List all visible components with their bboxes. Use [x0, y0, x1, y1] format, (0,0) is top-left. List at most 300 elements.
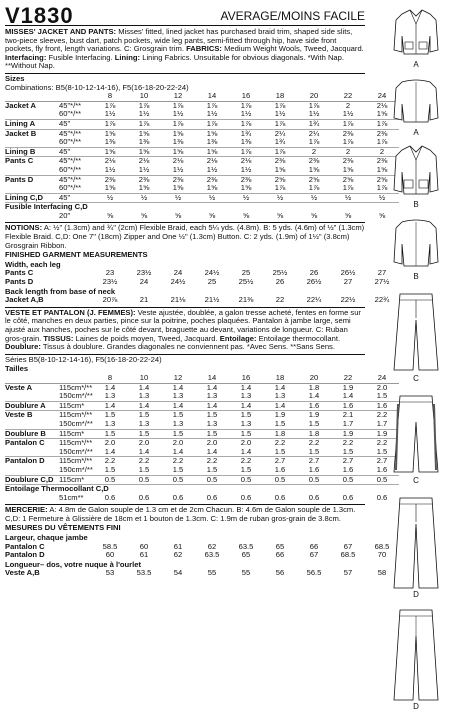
- fabric-width: 45": [59, 193, 93, 203]
- yardage-value: 2⅜: [331, 157, 365, 166]
- row-label: Lining C,D: [5, 193, 59, 203]
- yardage-value: 1.5: [195, 429, 229, 439]
- row-label: [5, 420, 59, 429]
- yardage-value: 2.7: [365, 457, 399, 466]
- yardage-value: 1.4: [161, 401, 195, 411]
- measurement-value: 55: [241, 568, 251, 578]
- size-header-row: [5, 92, 399, 101]
- english-description: [5, 28, 365, 71]
- yardage-value: 2⅜: [229, 175, 263, 184]
- yardage-value: 0.5: [365, 475, 399, 485]
- row-label: [5, 184, 59, 193]
- yardage-value: 1⅝: [342, 164, 354, 174]
- yardage-value: 1⅝: [240, 183, 252, 193]
- fabric-width: 51cm**: [59, 492, 84, 502]
- measurement-value: 24: [173, 268, 183, 278]
- sizes-label: Sizes: [5, 73, 25, 83]
- size-header-cell: 24: [365, 92, 399, 101]
- yardage-value: 1⅞: [263, 119, 297, 129]
- measurement-value: 68.5: [340, 550, 356, 560]
- fabric-width: 115cm*/**: [59, 456, 93, 466]
- yardage-value: 1.5: [104, 464, 116, 474]
- pants-d-back-illustration: [372, 606, 460, 712]
- yardage-value: 1.9: [365, 429, 399, 439]
- yardage-value: 1.4: [93, 401, 127, 411]
- measurement-value: 25: [241, 268, 251, 278]
- yardage-value: 1.3: [104, 391, 116, 401]
- mercerie-label: MERCERIE:: [5, 505, 48, 515]
- yardage-row: [5, 184, 399, 193]
- measurement-value: 57: [343, 568, 353, 578]
- yardage-value: 2¼: [263, 129, 297, 138]
- description-title-fr: VESTE ET PANTALON (J. FEMMES):: [5, 307, 136, 317]
- yardage-value: 1⅞: [229, 119, 263, 129]
- size-header-cell: 20: [297, 374, 331, 383]
- row-label: Jacket A,B: [5, 295, 44, 305]
- measurement-value: 22½: [340, 295, 356, 305]
- row-label: Doublure B: [5, 429, 59, 439]
- yardage-value: 1½: [342, 109, 354, 119]
- view-label: C: [413, 374, 419, 383]
- mercerie: [5, 506, 365, 523]
- yardage-value: 2⅛: [93, 157, 127, 166]
- row-label: Veste B: [5, 411, 59, 420]
- measurement-value: 26½: [306, 277, 322, 287]
- row-label: Pantalon C: [5, 541, 45, 551]
- yardage-value: 1⅞: [274, 100, 286, 110]
- row-label: Lining B: [5, 147, 59, 157]
- yardage-value: 1⅜: [206, 137, 218, 147]
- size-header-cell: 18: [263, 92, 297, 101]
- width-label: Width, each leg: [5, 259, 61, 269]
- difficulty-level: AVERAGE/MOINS FACILE: [220, 9, 365, 23]
- yardage-value: 1½: [138, 164, 150, 174]
- lining-label: Lining:: [114, 52, 141, 62]
- measurement-value: 53.5: [136, 568, 152, 578]
- measurement-value: 54: [173, 568, 183, 578]
- yardage-value: 2: [345, 100, 351, 110]
- measurement-value: 25½: [238, 277, 254, 287]
- fabric-width: 115cm*: [59, 475, 93, 485]
- measurement-value: 21: [139, 295, 149, 305]
- measurement-value: 24½: [170, 277, 186, 287]
- yardage-value: 2.2: [331, 439, 365, 448]
- yardage-value: 2.0: [229, 439, 263, 448]
- yardage-value: 1.7: [376, 418, 388, 428]
- yardage-value: 1.4: [240, 382, 252, 392]
- yardage-value: 2⅝: [297, 175, 331, 184]
- measurement-value: 60: [139, 541, 149, 551]
- jacket-b-back-illustration: [372, 214, 460, 280]
- measurement-value: 66: [275, 550, 285, 560]
- yardage-row: [5, 392, 399, 401]
- divider: [5, 73, 365, 74]
- finished-measurements-title-fr: MESURES DU VÊTEMENTS FINI: [5, 523, 121, 533]
- row-label: Doublure A: [5, 401, 59, 411]
- doublure-label: Doublure:: [5, 342, 41, 352]
- size-header-cell: 18: [263, 374, 297, 383]
- measurement-value: 24½: [204, 268, 220, 278]
- yardage-value: 1.5: [127, 411, 161, 420]
- fabric-width: 45"*/**: [59, 157, 93, 166]
- yardage-value: 2⅜: [161, 175, 195, 184]
- yardage-value: 1.5: [161, 411, 195, 420]
- row-label: Veste A: [5, 382, 33, 392]
- yardage-value: 1.4: [229, 401, 263, 411]
- pants-c-front-icon: [372, 290, 460, 374]
- size-header-width: [59, 92, 93, 101]
- yardage-value: 1½: [172, 109, 184, 119]
- tailles-label: Tailles: [5, 364, 29, 374]
- fabric-width: 45"*/**: [59, 129, 93, 138]
- yardage-value: 1.4: [138, 446, 150, 456]
- yardage-value: 0.5: [229, 475, 263, 485]
- row-label: Pantalon D: [5, 457, 59, 466]
- view-label: C: [413, 476, 419, 485]
- measurement-value: 21⅜: [238, 295, 254, 305]
- measurement-value: 27: [343, 277, 353, 287]
- row-label: Veste A,B: [5, 568, 40, 578]
- entoilage-text: Entoilage thermocollant.: [258, 333, 341, 343]
- interfacing-text: Fusible Interfacing.: [48, 52, 113, 62]
- yardage-value: 1.6: [331, 401, 365, 411]
- description-text-fr: Veste ajustée, doublée, a galon tresse acheté, fentes en forme sur le côté, manches en deux parties, pince sur la poitrine, poches plaquées. Pantalon à jambe large, semi ajusté aux hanches, poches sur le côté devant, braguette au devant, variations de longueur. C: Ruban gros-grain.: [5, 307, 361, 343]
- yardage-value: ⅝: [378, 210, 386, 220]
- back-length-label-fr: Longueur– dos, votre nuque à l'ourlet: [5, 559, 141, 569]
- yardage-value: 1.5: [172, 464, 184, 474]
- back-length-label: Back length from base of neck: [5, 286, 116, 296]
- yardage-value: 1½: [172, 164, 184, 174]
- size-header-cell: 12: [161, 374, 195, 383]
- view-label: B: [413, 200, 419, 209]
- yardage-value: 1.6: [297, 401, 331, 411]
- yardage-value: 2.0: [376, 382, 388, 392]
- yardage-value: 1⅞: [161, 119, 195, 129]
- yardage-value: 1.4: [127, 401, 161, 411]
- yardage-value: 2.2: [263, 439, 297, 448]
- yardage-value: 1½: [240, 164, 252, 174]
- measurement-value: 26: [309, 268, 319, 278]
- yardage-value: 1⅝: [127, 129, 161, 138]
- yardage-value: 1.4: [172, 382, 184, 392]
- yardage-value: 0.5: [297, 475, 331, 485]
- measurement-value: 62: [173, 550, 183, 560]
- fabric-width: 150cm*/**: [59, 464, 93, 474]
- yardage-value: 2.2: [195, 457, 229, 466]
- yardage-value: 0.6: [240, 492, 252, 502]
- french-description: [5, 309, 365, 352]
- yardage-value: 1.6: [342, 464, 354, 474]
- yardage-value: 1⅝: [195, 147, 229, 157]
- yardage-value: 1.4: [274, 382, 286, 392]
- yardage-value: 2¼: [297, 129, 331, 138]
- row-label: [5, 392, 59, 401]
- yardage-value: 1.5: [240, 464, 252, 474]
- measurement-row: [5, 278, 399, 287]
- mercerie-text: A: 4.8m de Galon souple de 1.3 cm et de 2cm Chacun. B: 4.6m de Galon souple de 1.3cm. C,D: 1 Fermeture à Glissière de 18cm et 1 bouton de 1.3cm. C: 1.9m de ruban gros-grain de 3.8cm.: [5, 505, 356, 523]
- yardage-value: 2.2: [297, 439, 331, 448]
- yardage-value: 2.2: [93, 457, 127, 466]
- yardage-value: 1⅜: [240, 137, 252, 147]
- jacket-b-back-icon: [372, 214, 460, 272]
- row-label: [5, 494, 59, 503]
- fabric-width: 45": [59, 119, 93, 129]
- jacket-b-front-illustration: [372, 142, 460, 208]
- yardage-value: 1.6: [376, 464, 388, 474]
- yardage-value: ½: [365, 193, 399, 203]
- yardage-value: 1.5: [308, 418, 320, 428]
- yardage-value: 1⅝: [93, 129, 127, 138]
- yardage-value: 0.6: [172, 492, 184, 502]
- yardage-value: 2⅜: [263, 157, 297, 166]
- measurement-value: 24: [139, 277, 149, 287]
- view-label: A: [413, 128, 419, 137]
- finished-measurements-title: FINISHED GARMENT MEASUREMENTS: [5, 250, 148, 260]
- row-label: Pantalon D: [5, 550, 45, 560]
- yardage-value: ½: [93, 193, 127, 203]
- row-label: Pants C: [5, 157, 59, 166]
- jacket-b-front-icon: [372, 142, 460, 200]
- yardage-value: 1.4: [104, 382, 116, 392]
- yardage-value: 2.2: [365, 411, 399, 420]
- yardage-value: 1⅞: [331, 119, 365, 129]
- measurement-value: 26: [275, 277, 285, 287]
- yardage-value: 1.4: [195, 401, 229, 411]
- yardage-value: 1.3: [138, 418, 150, 428]
- yardage-value: 1⅝: [127, 147, 161, 157]
- jacket-a-back-icon: [372, 74, 460, 128]
- yardage-value: 1.9: [297, 411, 331, 420]
- yardage-value: 1⅞: [127, 119, 161, 129]
- tissus-label: TISSUS:: [43, 333, 74, 343]
- yardage-value: 2⅜: [93, 175, 127, 184]
- interfacing-label: Interfacing:: [5, 52, 47, 62]
- yardage-row: [5, 166, 399, 175]
- header: [5, 3, 365, 28]
- description-text: Misses' fitted, lined jacket has purchased braid trim, shaped side slits, two-piece sleeves, bust dart, patch pockets, wide leg pants, semi-fitted through hip, have side front pockets, fly front, length variations. C: Grosgrain trim.: [5, 27, 353, 54]
- yardage-value: ½: [229, 193, 263, 203]
- row-label: Pants D: [5, 175, 59, 184]
- pants-c-back-icon: [372, 392, 460, 476]
- pattern-text: [5, 27, 390, 578]
- fabric-width: 115cm*: [59, 429, 93, 439]
- measurement-value: 61: [139, 550, 149, 560]
- fabric-width: 115cm*: [59, 401, 93, 411]
- jacket-a-front-illustration: [372, 6, 460, 68]
- yardage-value: 2.0: [93, 439, 127, 448]
- measurement-value: 65: [275, 541, 285, 551]
- yardage-value: 2: [297, 147, 331, 157]
- row-label: Pants D: [5, 277, 34, 287]
- finished-width-table-fr: [5, 543, 399, 560]
- row-label: Fusible Interfacing C,D: [5, 203, 399, 212]
- yardage-value: 1.9: [263, 411, 297, 420]
- notions-label: NOTIONS:: [5, 223, 43, 233]
- yardage-value: 0.6: [138, 492, 150, 502]
- yardage-value: 1⅞: [172, 100, 184, 110]
- yardage-value: 2⅛: [229, 157, 263, 166]
- yardage-value: 2.2: [127, 457, 161, 466]
- yardage-value: 1.3: [138, 391, 150, 401]
- yardage-value: 1⅞: [365, 119, 399, 129]
- yardage-value: 2⅜: [195, 175, 229, 184]
- size-header-cell: 24: [365, 374, 399, 383]
- yardage-value: 0.6: [104, 492, 116, 502]
- yardage-value: 0.5: [263, 475, 297, 485]
- doublure-text: Tissus à doublure. Grandes diagonales ne conviennent pas. *Avec Sens. **Sans Sens.: [42, 342, 335, 352]
- pants-d-front-icon: [372, 494, 460, 592]
- measurement-value: 27½: [374, 277, 390, 287]
- yardage-value: 2⅛: [376, 100, 388, 110]
- size-header-width: [59, 374, 93, 383]
- yardage-value: 2.2: [161, 457, 195, 466]
- yardage-value: 2.2: [229, 457, 263, 466]
- measurement-value: 22¼: [306, 295, 322, 305]
- description-title: MISSES' JACKET AND PANTS:: [5, 27, 117, 36]
- yardage-value: 2⅝: [365, 175, 399, 184]
- yardage-value: 1½: [138, 109, 150, 119]
- size-header-cell: 10: [127, 92, 161, 101]
- yardage-value: ⅝: [174, 210, 182, 220]
- yardage-value: 1¾: [274, 137, 286, 147]
- measurement-value: 22: [275, 295, 285, 305]
- yardage-value: 1⅞: [138, 100, 150, 110]
- spacer: [59, 296, 93, 305]
- yardage-value: ½: [331, 193, 365, 203]
- yardage-table-english: [5, 92, 399, 220]
- yardage-value: 1⅝: [172, 183, 184, 193]
- yardage-value: 2.7: [263, 457, 297, 466]
- measurement-value: 26½: [340, 268, 356, 278]
- yardage-value: 1.4: [104, 446, 116, 456]
- notions-text: A: ½" (1.3cm) and ¾" (2cm) Flexible Braid, each 5¼ yds. (4.8m). B: 5 yds. (4.6m) of ½" (1.3cm) Flexible Braid. C,D: One 7" (18cm) Zipper and One ½" (1.3cm) Button. C: 2 yds. (1.9m) of 1½" (3.8cm) Grosgrain Ribbon.: [5, 223, 365, 250]
- yardage-value: ⅝: [276, 210, 284, 220]
- yardage-value: 2⅛: [127, 157, 161, 166]
- measurement-value: 58.5: [102, 541, 118, 551]
- measurement-value: 21½: [204, 295, 220, 305]
- fabric-width: 115cm*/**: [59, 438, 93, 448]
- yardage-value: 1⅞: [308, 183, 320, 193]
- yardage-value: 1⅜: [138, 137, 150, 147]
- row-label: [5, 466, 59, 475]
- fabric-width: 45": [59, 147, 93, 157]
- row-label: [5, 212, 59, 221]
- size-header-cell: 8: [93, 92, 127, 101]
- measurement-row: [5, 296, 399, 305]
- view-label: A: [413, 60, 419, 69]
- yardage-value: 1.4: [308, 391, 320, 401]
- spacer: [59, 551, 93, 560]
- measurement-value: 65: [241, 550, 251, 560]
- yardage-value: 1⅞: [376, 137, 388, 147]
- yardage-value: 1.5: [274, 418, 286, 428]
- yardage-value: ½: [297, 193, 331, 203]
- fabric-width: 150cm*/**: [59, 391, 93, 401]
- yardage-value: 0.5: [331, 475, 365, 485]
- yardage-value: 1.8: [263, 429, 297, 439]
- spacer: [59, 269, 93, 278]
- size-header-cell: 16: [229, 92, 263, 101]
- yardage-value: 1⅞: [240, 100, 252, 110]
- fabric-width: 150cm*/**: [59, 446, 93, 456]
- yardage-value: 1.6: [274, 464, 286, 474]
- yardage-table-french: [5, 374, 399, 502]
- yardage-value: 1⅞: [93, 119, 127, 129]
- yardage-value: 1.3: [104, 418, 116, 428]
- measurement-value: 21⅛: [170, 295, 186, 305]
- measurement-value: 23½: [102, 277, 118, 287]
- measurement-value: 58: [377, 568, 387, 578]
- yardage-value: 1½: [274, 109, 286, 119]
- combinations: Combinations: B5(8-10-12-14-16), F5(16-18-20-22-24): [5, 82, 189, 92]
- yardage-value: 1.5: [274, 446, 286, 456]
- yardage-value: 1½: [308, 109, 320, 119]
- yardage-value: 1⅝: [161, 129, 195, 138]
- row-label: Jacket B: [5, 129, 59, 138]
- yardage-value: 1.5: [161, 429, 195, 439]
- yardage-value: 2⅜: [331, 129, 365, 138]
- pants-d-front-illustration: [372, 494, 460, 600]
- yardage-value: 0.5: [161, 475, 195, 485]
- yardage-value: 1⅞: [195, 119, 229, 129]
- fabric-width: 60"*/**: [59, 137, 82, 147]
- yardage-value: 1⅞: [263, 147, 297, 157]
- yardage-value: 1.5: [376, 391, 388, 401]
- yardage-value: 2.1: [331, 411, 365, 420]
- size-header-cell: 22: [331, 92, 365, 101]
- yardage-value: 1⅜: [104, 137, 116, 147]
- yardage-value: 1.3: [240, 418, 252, 428]
- yardage-value: 0.5: [127, 475, 161, 485]
- row-label: Lining A: [5, 119, 59, 129]
- yardage-value: 0.5: [195, 475, 229, 485]
- view-illustrations: [372, 0, 460, 714]
- yardage-value: 1⅝: [376, 109, 388, 119]
- yardage-value: 0.6: [274, 492, 286, 502]
- yardage-value: 1.4: [342, 391, 354, 401]
- size-header-label: [5, 92, 59, 101]
- yardage-row: [5, 119, 399, 129]
- yardage-value: 1.4: [138, 382, 150, 392]
- yardage-value: 2⅛: [195, 157, 229, 166]
- fabric-width: 150cm*/**: [59, 418, 93, 428]
- yardage-value: 1⅝: [308, 164, 320, 174]
- back-length-table-fr: [5, 569, 399, 578]
- yardage-value: 2⅝: [263, 175, 297, 184]
- row-label: Jacket A: [5, 100, 36, 110]
- yardage-value: 1⅝: [138, 183, 150, 193]
- yardage-value: 1¾: [297, 119, 331, 129]
- yardage-value: 1.4: [263, 401, 297, 411]
- yardage-value: 1½: [206, 109, 218, 119]
- measurement-value: 63.5: [204, 550, 220, 560]
- fabric-width: 20": [59, 210, 71, 220]
- yardage-value: 1½: [206, 164, 218, 174]
- yardage-value: 1⅞: [342, 183, 354, 193]
- jacket-a-back-illustration: [372, 74, 460, 136]
- fabric-width: 115cm*/**: [59, 382, 93, 392]
- measurement-row: [5, 543, 399, 552]
- yardage-value: ⅝: [344, 210, 352, 220]
- yardage-value: 1.5: [229, 429, 263, 439]
- yardage-value: 1.3: [172, 391, 184, 401]
- yardage-value: 1⅞: [308, 100, 320, 110]
- yardage-value: 1.5: [138, 464, 150, 474]
- yardage-value: 0.6: [376, 492, 388, 502]
- measurement-value: 20⅞: [102, 295, 118, 305]
- size-header-cell: 16: [229, 374, 263, 383]
- yardage-value: 1.3: [240, 391, 252, 401]
